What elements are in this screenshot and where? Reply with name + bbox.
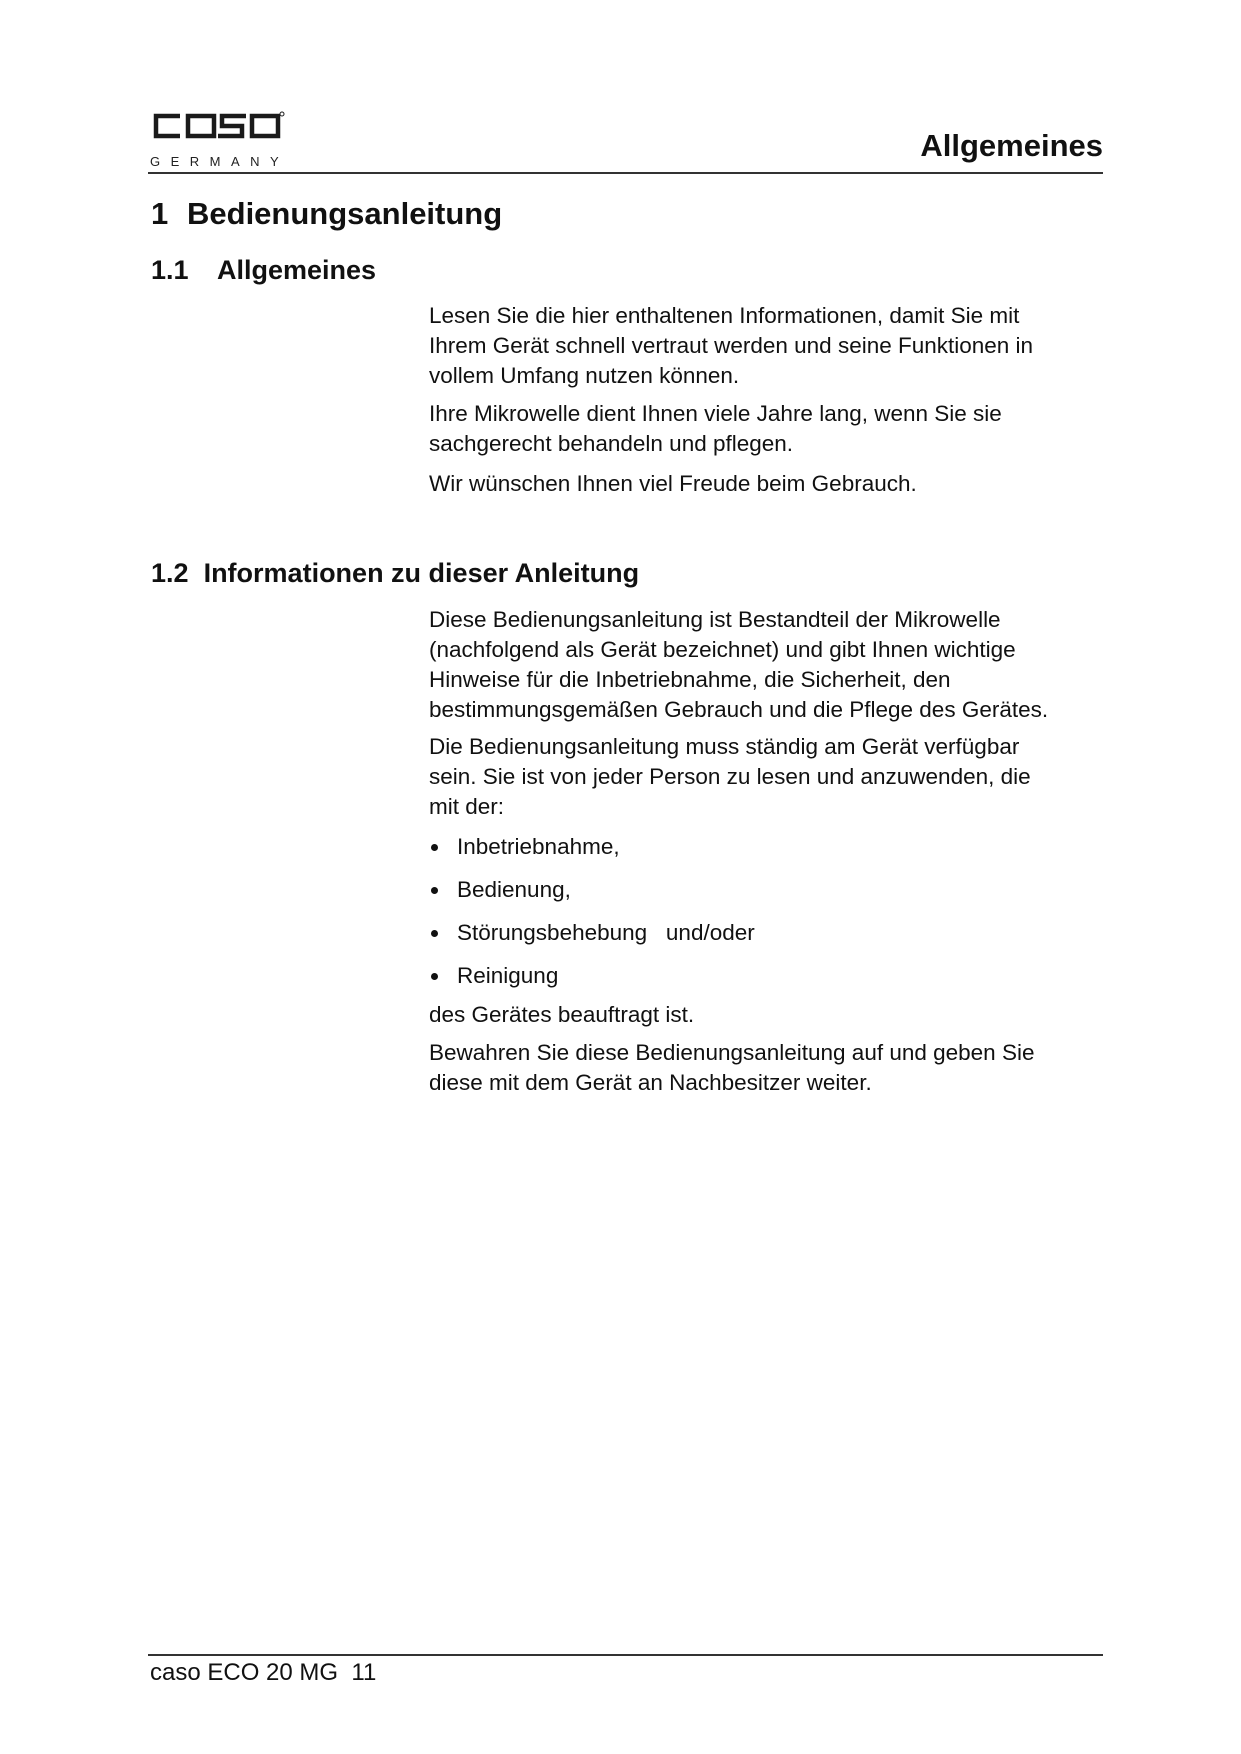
list-item-text: Störungsbehebung und/oder xyxy=(457,920,755,945)
section-1-2-body xyxy=(429,605,1089,1098)
section-1-2-title: Informationen zu dieser Anleitung xyxy=(203,558,640,588)
logo-subtext: GERMANY xyxy=(150,154,290,169)
chapter-heading xyxy=(151,196,502,232)
section-1-1-number: 1.1 xyxy=(151,255,189,285)
paragraph-line: Hinweise für die Inbetriebnahme, die Sicherheit, den xyxy=(429,667,951,692)
paragraph-line: Bewahren Sie diese Bedienungsanleitung auf und geben Sie xyxy=(429,1040,1035,1065)
list-item-text: Inbetriebnahme, xyxy=(457,834,620,859)
paragraph-line: Ihrem Gerät schnell vertraut werden und seine Funktionen in xyxy=(429,333,1034,358)
section-1-1-body xyxy=(429,301,1089,499)
list-item-text: Bedienung, xyxy=(457,877,571,902)
caso-logo-mark xyxy=(150,108,285,142)
paragraph-line: vollem Umfang nutzen können. xyxy=(429,363,740,388)
paragraph-line: Wir wünschen Ihnen viel Freude beim Gebrauch. xyxy=(429,471,917,496)
bullet-list xyxy=(429,832,1089,1004)
paragraph-line: (nachfolgend als Gerät bezeichnet) und gibt Ihnen wichtige xyxy=(429,637,1016,662)
paragraph-line: diese mit dem Gerät an Nachbesitzer weiter. xyxy=(429,1070,872,1095)
paragraph-line: bestimmungsgemäßen Gebrauch und die Pflege des Gerätes. xyxy=(429,697,1049,722)
chapter-number: 1 xyxy=(151,196,169,231)
list-item xyxy=(429,875,1089,918)
paragraph-line: Die Bedienungsanleitung muss ständig am Gerät verfügbar xyxy=(429,734,1020,759)
bullet-icon xyxy=(431,844,438,851)
section-1-2-number: 1.2 xyxy=(151,558,189,588)
paragraph-line: des Gerätes beauftragt ist. xyxy=(429,1002,695,1027)
header-section-title: Allgemeines xyxy=(920,128,1103,163)
section-1-1-heading xyxy=(151,255,376,286)
section-1-1-title: Allgemeines xyxy=(217,255,377,285)
footer-rule xyxy=(148,1654,1103,1656)
footer-text: caso ECO 20 MG 11 xyxy=(150,1659,377,1686)
section-1-2-heading xyxy=(151,558,639,589)
bullet-icon xyxy=(431,887,438,894)
bullet-icon xyxy=(431,973,438,980)
paragraph-line: sein. Sie ist von jeder Person zu lesen und anzuwenden, die xyxy=(429,764,1031,789)
paragraph-line: Lesen Sie die hier enthaltenen Informationen, damit Sie mit xyxy=(429,303,1020,328)
list-item xyxy=(429,832,1089,875)
chapter-title: Bedienungsanleitung xyxy=(187,196,503,231)
paragraph-line: Ihre Mikrowelle dient Ihnen viele Jahre lang, wenn Sie sie xyxy=(429,401,1002,426)
header-rule xyxy=(148,172,1103,174)
paragraph-line: Diese Bedienungsanleitung ist Bestandteil der Mikrowelle xyxy=(429,607,1001,632)
list-item xyxy=(429,961,1089,1004)
list-item xyxy=(429,918,1089,961)
bullet-icon xyxy=(431,930,438,937)
list-item-text: Reinigung xyxy=(457,963,559,988)
paragraph-line: sachgerecht behandeln und pflegen. xyxy=(429,431,794,456)
caso-logo xyxy=(150,108,285,142)
paragraph-line: mit der: xyxy=(429,794,505,819)
